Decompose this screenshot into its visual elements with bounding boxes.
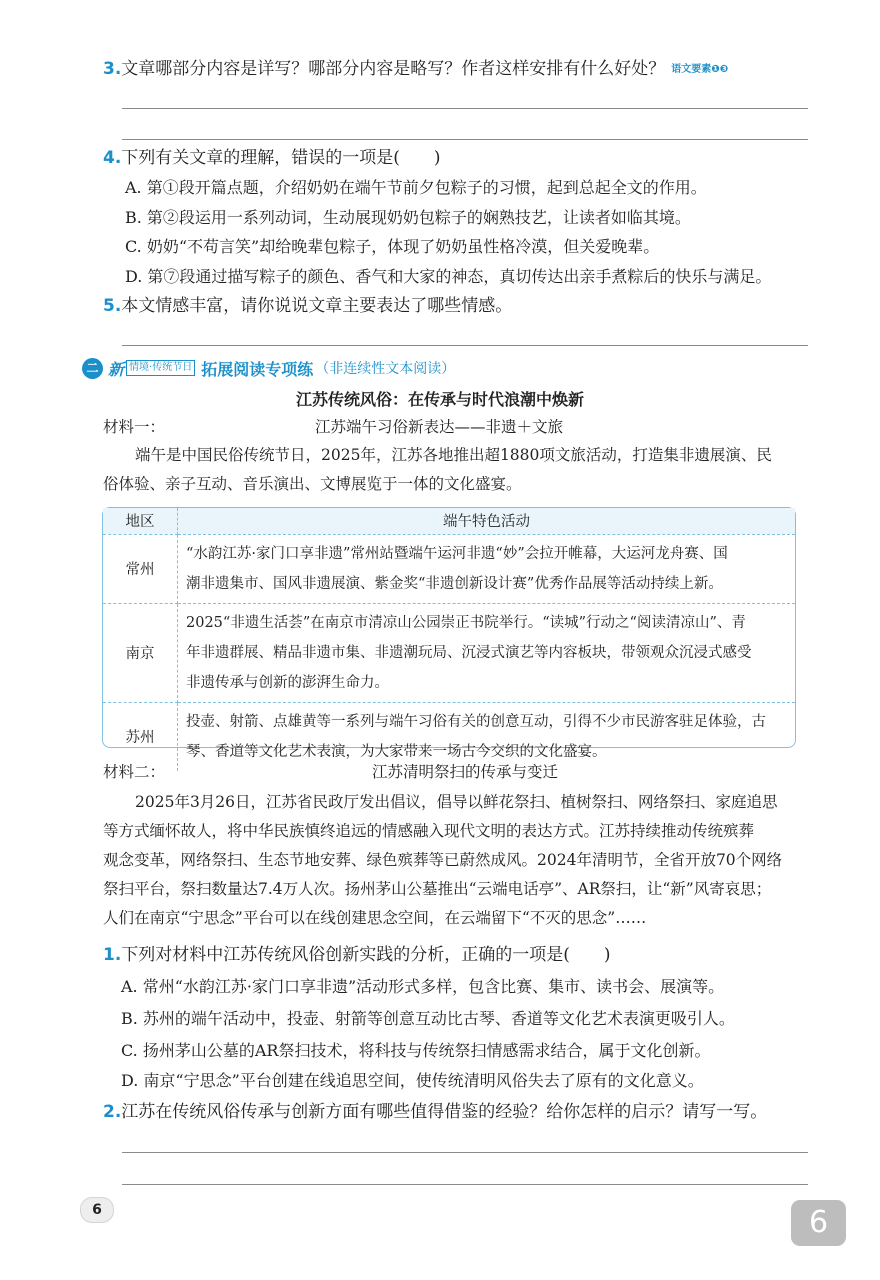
paragraph-line: 祭扫平台，祭扫数量达7.4万人次。扬州茅山公墓推出“云端电话亭”、AR祭扫，让“新”风寄哀思； (103, 880, 772, 898)
question-number: 1. (103, 945, 122, 965)
cell-line: 琴、香道等文化艺术表演，为大家带来一场古今交织的文化盛宴。 (186, 743, 607, 760)
section-header (82, 356, 455, 380)
question-text: 下列有关文章的理解，错误的一项是( ) (121, 148, 441, 168)
paragraph-line: 2025年3月26日，江苏省民政厅发出倡议，倡导以鲜花祭扫、植树祭扫、网络祭扫、家庭追思 (135, 793, 778, 811)
table-cell-activity (178, 603, 796, 702)
option-b[interactable]: B. 第②段运用一系列动词，生动展现奶奶包粽子的娴熟技艺，让读者如临其境。 (125, 208, 691, 227)
section-title: 拓展阅读专项练 (201, 359, 314, 379)
question-3 (103, 58, 728, 81)
option-c[interactable]: C. 奶奶“不苟言笑”却给晚辈包粽子，体现了奶奶虽性格冷漠，但关爱晚辈。 (125, 237, 660, 256)
table-cell-region: 苏州 (103, 702, 178, 771)
table-header-activity: 端午特色活动 (178, 508, 796, 534)
cell-line: 非遗传承与创新的澎湃生命力。 (186, 674, 389, 691)
section-number-badge: 二 (82, 358, 103, 379)
table-row (103, 534, 795, 603)
material-1-title: 江苏端午习俗新表达——非遗＋文旅 (315, 418, 564, 436)
cell-line: “水韵江苏·家门口享非遗”常州站暨端午运河非遗“妙”会拉开帷幕，大运河龙舟赛、国 (186, 545, 728, 562)
option-a[interactable]: A. 常州“水韵江苏·家门口享非遗”活动形式多样，包含比赛、集市、读书会、展演等。 (121, 977, 725, 996)
option-c[interactable]: C. 扬州茅山公墓的AR祭扫技术，将科技与传统祭扫情感需求结合，属于文化创新。 (121, 1041, 711, 1060)
sub-question-1 (103, 944, 611, 966)
material-1-paragraph (103, 441, 803, 499)
cell-line: 2025“非遗生活荟”在南京市清凉山公园崇正书院举行。“读城”行动之“阅读清凉山”、青 (186, 614, 746, 631)
answer-line[interactable] (122, 1152, 808, 1153)
cell-line: 年非遗群展、精品非遗市集、非遗潮玩局、沉浸式演艺等内容板块，带领观众沉浸式感受 (186, 644, 752, 661)
table-row (103, 603, 795, 702)
page-number: 6 (80, 1197, 114, 1223)
answer-line[interactable] (122, 1184, 808, 1185)
article-title: 江苏传统风俗：在传承与时代浪潮中焕新 (295, 390, 584, 409)
option-d[interactable]: D. 南京“宁思念”平台创建在线追思空间，使传统清明风俗失去了原有的文化意义。 (121, 1071, 704, 1090)
language-element-tag: 语文要素❶❸ (671, 63, 729, 75)
material-2-label: 材料二： (103, 763, 166, 781)
activity-table (102, 507, 796, 760)
question-number: 2. (103, 1102, 122, 1122)
answer-line[interactable] (122, 108, 808, 109)
table-header-region: 地区 (103, 508, 178, 534)
question-number: 5. (103, 296, 122, 316)
sub-question-2 (103, 1101, 767, 1123)
table-cell-region: 南京 (103, 603, 178, 702)
section-sub-label: 情境·传统节日 (126, 360, 195, 376)
cell-line: 投壶、射箭、点雄黄等一系列与端午习俗有关的创意互动，引得不少市民游客驻足体验，古 (186, 713, 766, 730)
question-5 (103, 295, 512, 317)
answer-line[interactable] (122, 139, 808, 140)
material-2-title: 江苏清明祭扫的传承与变迁 (372, 763, 559, 781)
answer-line[interactable] (122, 345, 808, 346)
question-text: 江苏在传统风俗传承与创新方面有哪些值得借鉴的经验？给你怎样的启示？请写一写。 (121, 1102, 768, 1122)
question-number: 3. (103, 59, 122, 79)
paragraph-line: 俗体验、亲子互动、音乐演出、文博展览于一体的文化盛宴。 (103, 475, 522, 493)
table-cell-activity (178, 534, 796, 603)
option-b[interactable]: B. 苏州的端午活动中，投壶、射箭等创意互动比古琴、香道等文化艺术表演更吸引人。 (121, 1009, 735, 1028)
material-2-paragraph (103, 788, 803, 933)
paragraph-line: 观念变革，网络祭扫、生态节地安葬、绿色殡葬等已蔚然成风。2024年清明节，全省开放70个网络 (103, 851, 783, 869)
paragraph-line: 端午是中国民俗传统节日，2025年，江苏各地推出超1880项文旅活动，打造集非遗展演、民 (135, 446, 772, 464)
question-number: 4. (103, 148, 122, 168)
paragraph-line: 人们在南京“宁思念”平台可以在线创建思念空间，在云端留下“不灭的思念”…… (103, 909, 647, 927)
question-text: 本文情感丰富，请你说说文章主要表达了哪些情感。 (121, 296, 513, 316)
material-1-label: 材料一： (103, 418, 166, 436)
cell-line: 潮非遗集市、国风非遗展演、紫金奖“非遗创新设计赛”优秀作品展等活动持续上新。 (186, 575, 723, 592)
option-a[interactable]: A. 第①段开篇点题，介绍奶奶在端午节前夕包粽子的习惯，起到总起全文的作用。 (125, 178, 707, 197)
question-text: 文章哪部分内容是详写？哪部分内容是略写？作者这样安排有什么好处？ (121, 59, 666, 79)
paragraph-line: 等方式缅怀故人，将中华民族慎终追远的情感融入现代文明的表达方式。江苏持续推动传统殡葬 (103, 822, 755, 840)
corner-page-badge: 6 (791, 1200, 846, 1246)
question-4 (103, 147, 441, 169)
option-d[interactable]: D. 第⑦段通过描写粽子的颜色、香气和大家的神态，真切传达出亲手煮粽后的快乐与满足。 (125, 267, 772, 286)
question-text: 下列对材料中江苏传统风俗创新实践的分析，正确的一项是( ) (121, 945, 611, 965)
section-new-label: 新 (108, 359, 125, 379)
table-cell-region: 常州 (103, 534, 178, 603)
section-paren: （非连续性文本阅读） (315, 361, 456, 377)
